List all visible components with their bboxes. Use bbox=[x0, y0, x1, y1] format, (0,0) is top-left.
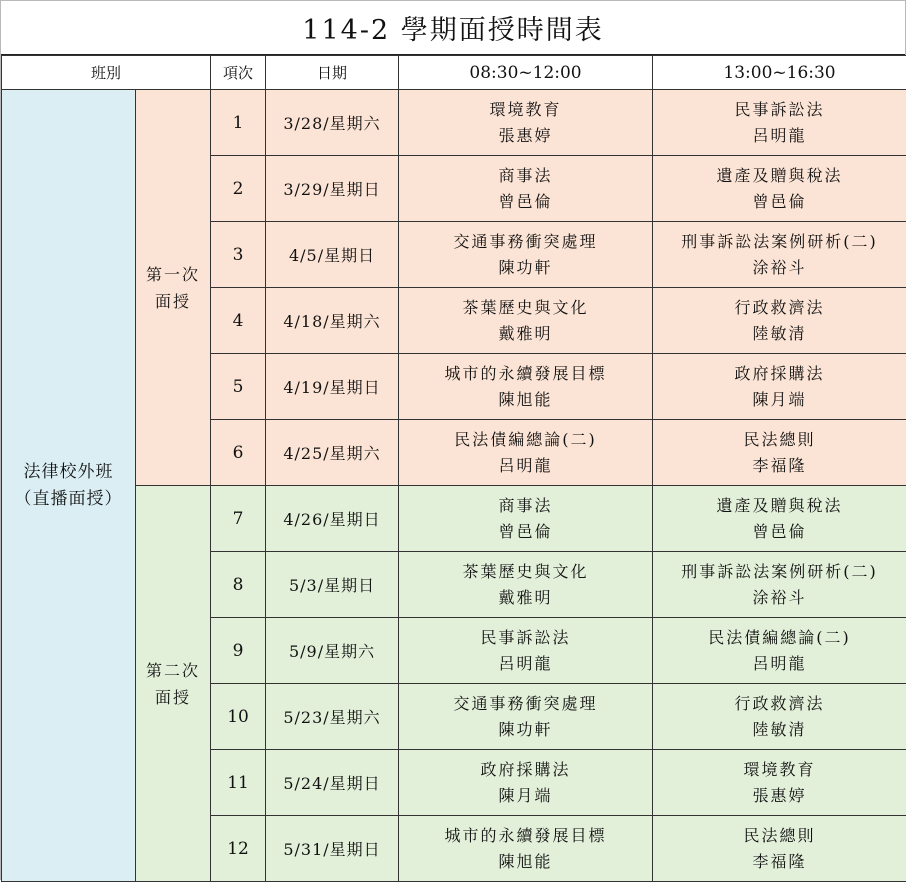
morning-course-name: 交通事務衝突處理 bbox=[399, 691, 652, 717]
session-cell-2 bbox=[136, 486, 211, 882]
afternoon-course-name: 民法總則 bbox=[653, 823, 906, 849]
afternoon-course-name: 刑事訴訟法案例研析(二) bbox=[653, 229, 906, 255]
afternoon-course-cell bbox=[653, 354, 906, 420]
morning-teacher-name: 戴雅明 bbox=[399, 585, 652, 611]
morning-course-cell bbox=[399, 90, 653, 156]
afternoon-teacher-name: 李福隆 bbox=[653, 849, 906, 875]
afternoon-course-name: 民法總則 bbox=[653, 427, 906, 453]
afternoon-teacher-name: 陸敏清 bbox=[653, 321, 906, 347]
afternoon-course-cell bbox=[653, 420, 906, 486]
afternoon-teacher-name: 曾邑倫 bbox=[653, 189, 906, 215]
afternoon-course-name: 行政救濟法 bbox=[653, 691, 906, 717]
afternoon-course-name: 行政救濟法 bbox=[653, 295, 906, 321]
session-date: 4/19/星期日 bbox=[266, 354, 399, 420]
morning-course-name: 交通事務衝突處理 bbox=[399, 229, 652, 255]
session-date: 5/23/星期六 bbox=[266, 684, 399, 750]
morning-teacher-name: 陳月端 bbox=[399, 783, 652, 809]
item-number: 9 bbox=[211, 618, 266, 684]
morning-course-name: 政府採購法 bbox=[399, 757, 652, 783]
morning-course-cell bbox=[399, 222, 653, 288]
table-row bbox=[2, 90, 906, 156]
morning-teacher-name: 曾邑倫 bbox=[399, 189, 652, 215]
header-afternoon: 13:00~16:30 bbox=[653, 56, 906, 90]
morning-teacher-name: 呂明龍 bbox=[399, 453, 652, 479]
morning-teacher-name: 陳功軒 bbox=[399, 717, 652, 743]
afternoon-course-name: 政府採購法 bbox=[653, 361, 906, 387]
session-label-line1: 第二次 bbox=[136, 657, 210, 684]
afternoon-course-cell bbox=[653, 552, 906, 618]
afternoon-teacher-name: 陳月端 bbox=[653, 387, 906, 413]
class-name-line1: 法律校外班 bbox=[2, 459, 135, 486]
session-cell-1 bbox=[136, 90, 211, 486]
morning-teacher-name: 張惠婷 bbox=[399, 123, 652, 149]
class-name-line2: （直播面授） bbox=[2, 486, 135, 513]
afternoon-course-name: 遺產及贈與稅法 bbox=[653, 163, 906, 189]
afternoon-course-name: 遺產及贈與稅法 bbox=[653, 493, 906, 519]
afternoon-course-cell bbox=[653, 486, 906, 552]
page-title: 114-2 學期面授時間表 bbox=[1, 1, 905, 55]
morning-course-name: 民法債編總論(二) bbox=[399, 427, 652, 453]
class-name-cell bbox=[2, 90, 136, 882]
session-date: 5/31/星期日 bbox=[266, 816, 399, 882]
morning-teacher-name: 陳功軒 bbox=[399, 255, 652, 281]
session-date: 3/29/星期日 bbox=[266, 156, 399, 222]
item-number: 6 bbox=[211, 420, 266, 486]
morning-course-cell bbox=[399, 684, 653, 750]
header-item: 項次 bbox=[211, 56, 266, 90]
afternoon-course-cell bbox=[653, 750, 906, 816]
session-date: 4/18/星期六 bbox=[266, 288, 399, 354]
item-number: 12 bbox=[211, 816, 266, 882]
afternoon-course-cell bbox=[653, 816, 906, 882]
afternoon-teacher-name: 陸敏清 bbox=[653, 717, 906, 743]
session-date: 4/25/星期六 bbox=[266, 420, 399, 486]
morning-teacher-name: 曾邑倫 bbox=[399, 519, 652, 545]
morning-course-cell bbox=[399, 420, 653, 486]
morning-course-cell bbox=[399, 816, 653, 882]
item-number: 5 bbox=[211, 354, 266, 420]
session-date: 3/28/星期六 bbox=[266, 90, 399, 156]
afternoon-teacher-name: 曾邑倫 bbox=[653, 519, 906, 545]
afternoon-course-name: 環境教育 bbox=[653, 757, 906, 783]
session-label-line2: 面授 bbox=[136, 684, 210, 711]
morning-course-cell bbox=[399, 156, 653, 222]
morning-course-name: 商事法 bbox=[399, 493, 652, 519]
session-label-line2: 面授 bbox=[136, 288, 210, 315]
morning-course-cell bbox=[399, 288, 653, 354]
afternoon-teacher-name: 呂明龍 bbox=[653, 651, 906, 677]
item-number: 3 bbox=[211, 222, 266, 288]
header-morning: 08:30~12:00 bbox=[399, 56, 653, 90]
morning-course-cell bbox=[399, 354, 653, 420]
afternoon-teacher-name: 涂裕斗 bbox=[653, 585, 906, 611]
morning-course-cell bbox=[399, 750, 653, 816]
morning-teacher-name: 陳旭能 bbox=[399, 387, 652, 413]
afternoon-course-cell bbox=[653, 90, 906, 156]
table-row bbox=[2, 486, 906, 552]
afternoon-course-cell bbox=[653, 684, 906, 750]
afternoon-course-cell bbox=[653, 288, 906, 354]
item-number: 8 bbox=[211, 552, 266, 618]
morning-teacher-name: 呂明龍 bbox=[399, 651, 652, 677]
session-date: 5/9/星期六 bbox=[266, 618, 399, 684]
item-number: 7 bbox=[211, 486, 266, 552]
afternoon-course-name: 刑事訴訟法案例研析(二) bbox=[653, 559, 906, 585]
session-date: 4/5/星期日 bbox=[266, 222, 399, 288]
item-number: 2 bbox=[211, 156, 266, 222]
header-row bbox=[2, 56, 906, 90]
item-number: 11 bbox=[211, 750, 266, 816]
morning-course-name: 城市的永續發展目標 bbox=[399, 361, 652, 387]
item-number: 1 bbox=[211, 90, 266, 156]
morning-course-name: 城市的永續發展目標 bbox=[399, 823, 652, 849]
session-label-line1: 第一次 bbox=[136, 261, 210, 288]
afternoon-teacher-name: 張惠婷 bbox=[653, 783, 906, 809]
morning-course-cell bbox=[399, 552, 653, 618]
morning-course-name: 環境教育 bbox=[399, 97, 652, 123]
afternoon-teacher-name: 涂裕斗 bbox=[653, 255, 906, 281]
afternoon-course-cell bbox=[653, 618, 906, 684]
session-date: 4/26/星期日 bbox=[266, 486, 399, 552]
schedule-table bbox=[1, 55, 906, 882]
session-date: 5/3/星期日 bbox=[266, 552, 399, 618]
afternoon-course-cell bbox=[653, 156, 906, 222]
afternoon-course-name: 民事訴訟法 bbox=[653, 97, 906, 123]
morning-course-name: 商事法 bbox=[399, 163, 652, 189]
morning-course-cell bbox=[399, 618, 653, 684]
header-class: 班別 bbox=[2, 56, 211, 90]
item-number: 4 bbox=[211, 288, 266, 354]
header-date: 日期 bbox=[266, 56, 399, 90]
session-date: 5/24/星期日 bbox=[266, 750, 399, 816]
morning-teacher-name: 陳旭能 bbox=[399, 849, 652, 875]
morning-course-cell bbox=[399, 486, 653, 552]
afternoon-teacher-name: 李福隆 bbox=[653, 453, 906, 479]
morning-course-name: 茶葉歷史與文化 bbox=[399, 295, 652, 321]
afternoon-course-name: 民法債編總論(二) bbox=[653, 625, 906, 651]
morning-course-name: 茶葉歷史與文化 bbox=[399, 559, 652, 585]
item-number: 10 bbox=[211, 684, 266, 750]
afternoon-teacher-name: 呂明龍 bbox=[653, 123, 906, 149]
afternoon-course-cell bbox=[653, 222, 906, 288]
morning-teacher-name: 戴雅明 bbox=[399, 321, 652, 347]
morning-course-name: 民事訴訟法 bbox=[399, 625, 652, 651]
